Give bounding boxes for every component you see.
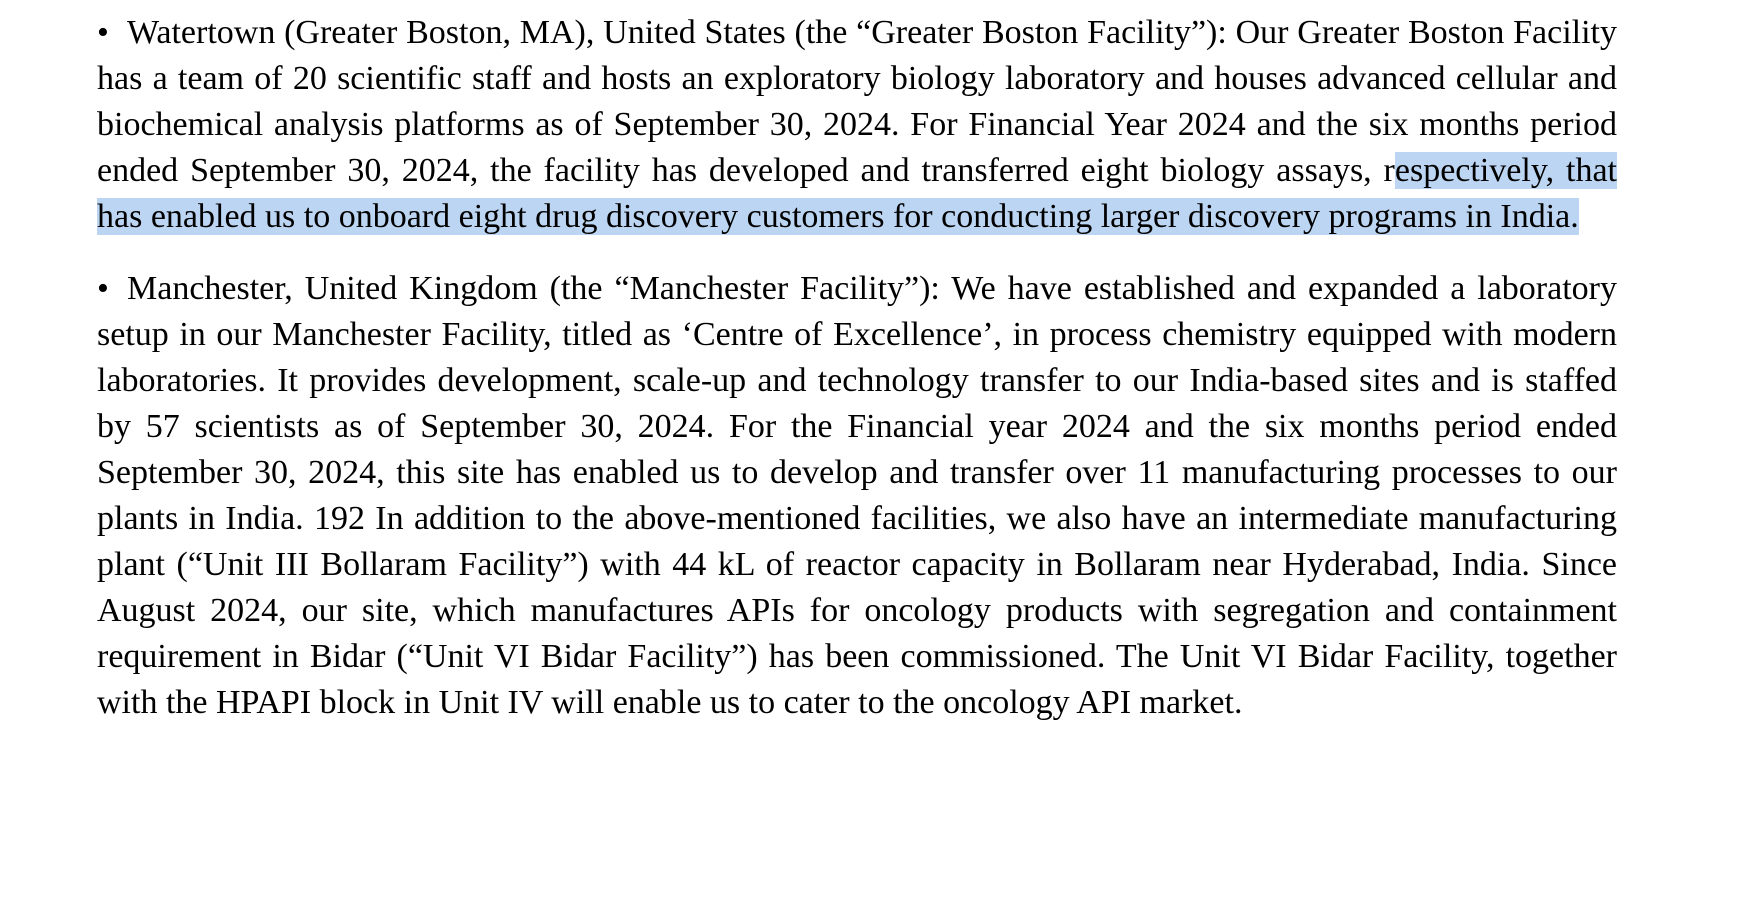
bullet-marker: • — [97, 270, 109, 307]
paragraph-greater-boston[interactable] — [97, 10, 1617, 240]
paragraph-text[interactable]: Watertown (Greater Boston, MA), United States (the “Greater Boston Facility”): Our Greater Boston Facility has a team of 20 scientific staff and hosts an exploratory biology laboratory and houses advanced cellular and biochemical analysis platforms as of September 30, 2024. For Financial Year 2024 and the six months period ended September 30, 2024, the facility has developed and transferred eight biology assays, r — [97, 14, 1617, 189]
paragraph-manchester[interactable] — [97, 266, 1617, 726]
bullet-marker: • — [97, 14, 109, 51]
selected-text-highlight[interactable]: espectively, that has enabled us to onboard eight drug discovery customers for conducting larger discovery programs in India. — [97, 152, 1617, 235]
document-page — [97, 10, 1617, 726]
paragraph-text[interactable]: Manchester, United Kingdom (the “Manchester Facility”): We have established and expanded a laboratory setup in our Manchester Facility, titled as ‘Centre of Excellence’, in process chemistry equipped with modern laboratories. It provides development, scale-up and technology transfer to our India-based sites and is staffed by 57 scientists as of September 30, 2024. For the Financial year 2024 and the six months period ended September 30, 2024, this site has enabled us to develop and transfer over 11 manufacturing processes to our plants in India. 192 In addition to the above-mentioned facilities, we also have an intermediate manufacturing plant (“Unit III Bollaram Facility”) with 44 kL of reactor capacity in Bollaram near Hyderabad, India. Since August 2024, our site, which manufactures APIs for oncology products with segregation and containment requirement in Bidar (“Unit VI Bidar Facility”) has been commissioned. The Unit VI Bidar Facility, together with the HPAPI block in Unit IV will enable us to cater to the oncology API market. — [97, 270, 1617, 721]
